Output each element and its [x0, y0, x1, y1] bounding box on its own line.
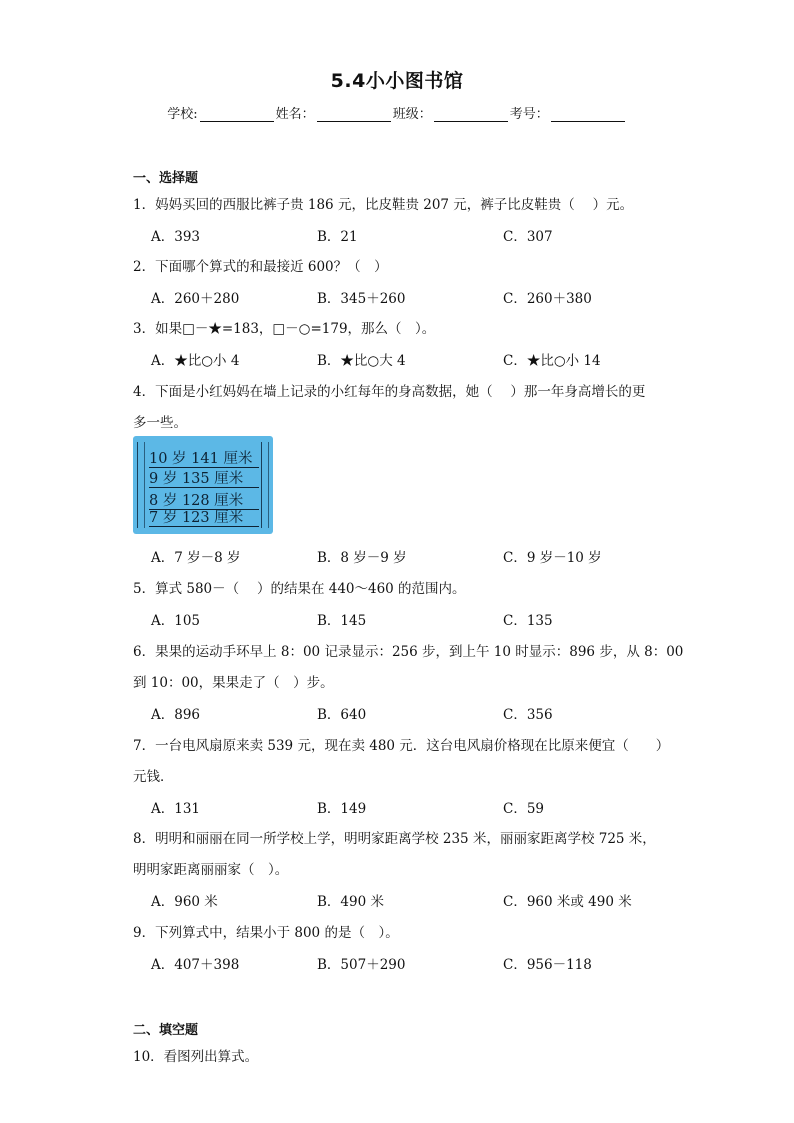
exam-no-blank[interactable] — [551, 108, 625, 122]
question-8-text-line-2: 明明家距离丽丽家（ ）。 — [133, 862, 289, 878]
school-field[interactable] — [167, 103, 273, 122]
height-mark-8: 8 岁 128 厘米 — [149, 493, 259, 510]
question-5-text: 5．算式 580－（ ）的结果在 440～460 的范围内。 — [133, 581, 466, 597]
wall-edge-left — [137, 442, 145, 528]
question-9-option-a[interactable]: A．407＋398 — [151, 957, 240, 973]
question-2-text: 2．下面哪个算式的和最接近 600？（ ） — [133, 259, 388, 275]
class-label: 班级： — [392, 107, 432, 122]
question-6-text-line-2: 到 10：00，果果走了（ ）步。 — [133, 675, 334, 691]
height-mark-7: 7 岁 123 厘米 — [149, 510, 259, 527]
question-4-text-line-2: 多一些。 — [133, 415, 187, 431]
question-3-text: 3．如果□－★=183，□－○=179，那么（ ）。 — [133, 321, 436, 337]
question-6-option-b[interactable]: B．640 — [317, 707, 367, 723]
class-field[interactable] — [393, 103, 508, 122]
question-6-option-c[interactable]: C．356 — [503, 707, 553, 723]
question-9-option-b[interactable]: B．507＋290 — [317, 957, 406, 973]
question-6-option-a[interactable]: A．896 — [151, 707, 201, 723]
question-8-option-a[interactable]: A．960 米 — [151, 894, 218, 910]
question-1-option-b[interactable]: B．21 — [317, 229, 358, 245]
question-7-text-line-2: 元钱． — [133, 769, 174, 785]
question-9-option-c[interactable]: C．956－118 — [503, 957, 592, 973]
question-2-option-b[interactable]: B．345＋260 — [317, 291, 406, 307]
student-info-line — [0, 103, 794, 122]
question-3-option-a[interactable]: A．★比○小 4 — [151, 353, 240, 369]
section-title-fill-in: 二、填空题 — [133, 1023, 199, 1038]
height-record-image — [133, 436, 273, 534]
class-blank[interactable] — [434, 108, 508, 122]
name-label: 姓名： — [275, 107, 315, 122]
name-blank[interactable] — [317, 108, 391, 122]
question-1-text: 1．妈妈买回的西服比裤子贵 186 元，比皮鞋贵 207 元，裤子比皮鞋贵（ ）元。 — [133, 197, 634, 213]
question-3-option-b[interactable]: B．★比○大 4 — [317, 353, 406, 369]
question-4-option-a[interactable]: A．7 岁－8 岁 — [151, 550, 241, 566]
section-title-choice: 一、选择题 — [133, 171, 199, 186]
question-2-option-a[interactable]: A．260＋280 — [151, 291, 240, 307]
wall-edge-right — [261, 442, 269, 528]
exam-no-field[interactable] — [510, 103, 625, 122]
question-4-option-b[interactable]: B．8 岁－9 岁 — [317, 550, 407, 566]
question-5-option-a[interactable]: A．105 — [151, 613, 201, 629]
height-mark-10: 10 岁 141 厘米 — [149, 451, 259, 468]
question-5-option-b[interactable]: B．145 — [317, 613, 367, 629]
question-8-text-line-1: 8．明明和丽丽在同一所学校上学，明明家距离学校 235 米，丽丽家距离学校 725 米， — [133, 831, 656, 847]
page-title: 5.4小小图书馆 — [330, 70, 464, 92]
exam-no-label: 考号： — [509, 107, 549, 122]
height-mark-9: 9 岁 135 厘米 — [149, 471, 259, 488]
question-8-option-c[interactable]: C．960 米或 490 米 — [503, 894, 632, 910]
question-7-option-c[interactable]: C．59 — [503, 801, 545, 817]
question-8-option-b[interactable]: B．490 米 — [317, 894, 384, 910]
school-blank[interactable] — [200, 108, 274, 122]
question-9-text: 9．下列算式中，结果小于 800 的是（ ）。 — [133, 925, 399, 941]
question-5-option-c[interactable]: C．135 — [503, 613, 553, 629]
question-4-text-line-1: 4．下面是小红妈妈在墙上记录的小红每年的身高数据，她（ ）那一年身高增长的更 — [133, 384, 646, 400]
question-3-option-c[interactable]: C．★比○小 14 — [503, 353, 601, 369]
question-7-option-b[interactable]: B．149 — [317, 801, 367, 817]
question-7-option-a[interactable]: A．131 — [151, 801, 201, 817]
question-6-text-line-1: 6．果果的运动手环早上 8：00 记录显示：256 步，到上午 10 时显示：896 步，从 8：00 — [133, 644, 684, 660]
question-10-text: 10．看图列出算式。 — [133, 1049, 259, 1065]
question-1-option-c[interactable]: C．307 — [503, 229, 553, 245]
question-2-option-c[interactable]: C．260＋380 — [503, 291, 592, 307]
name-field[interactable] — [276, 103, 391, 122]
question-1-option-a[interactable]: A．393 — [151, 229, 201, 245]
question-7-text-line-1: 7．一台电风扇原来卖 539 元，现在卖 480 元．这台电风扇价格现在比原来便宜（ ） — [133, 738, 670, 754]
question-4-option-c[interactable]: C．9 岁－10 岁 — [503, 550, 602, 566]
school-label: 学校: — [167, 107, 198, 122]
